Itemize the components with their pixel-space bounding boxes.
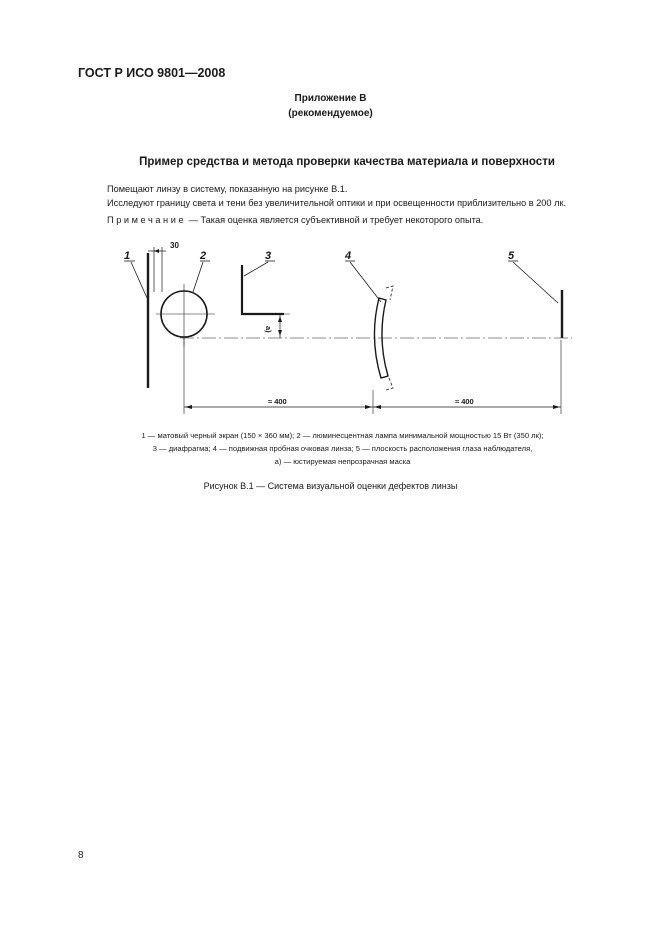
leader-3-slope: [244, 262, 268, 276]
dim-400-arrow-3: [374, 405, 381, 409]
figure-caption: Рисунок В.1 — Система визуальной оценки дефектов линзы: [203, 481, 458, 491]
leader-5-slope: [513, 262, 558, 303]
dim-30-label: 30: [170, 241, 179, 250]
leader-2-slope: [193, 262, 203, 292]
leader-4-slope: [350, 262, 381, 302]
leader-1-slope: [131, 262, 147, 298]
paragraph-1: Помещают линзу в систему, показанную на рисунке В.1.: [107, 184, 348, 194]
appendix-subtitle: (рекомендуемое): [288, 108, 373, 119]
dim-400-right-label: ≈ 400: [455, 397, 474, 406]
label-2: 2: [200, 250, 207, 262]
note-text: — Такая оценка является субъективной и требует некоторого опыта.: [186, 215, 484, 225]
lens-mask-bottom: [386, 378, 393, 390]
dim-a-label: a): [264, 326, 273, 333]
label-3: 3: [265, 250, 272, 262]
dim-a-arrow-bottom: [278, 330, 282, 336]
dim-400-left-label: ≈ 400: [268, 397, 287, 406]
label-5: 5: [508, 250, 515, 262]
paragraph-2: Исследуют границу света и тени без увеличительной оптики и при освещенности приблизительно в 200 лк.: [107, 198, 567, 208]
dim-a-arrow-top: [278, 316, 282, 322]
page-number: 8: [78, 850, 84, 861]
label-4: 4: [345, 250, 352, 262]
label-1: 1: [124, 250, 131, 262]
section-title: Пример средства и метода проверки качества материала и поверхности: [139, 156, 555, 168]
dim-400-arrow-2: [365, 405, 372, 409]
dim-400-arrow-1: [185, 405, 192, 409]
appendix-title: Приложение В: [294, 93, 367, 104]
lens-mask-top: [386, 286, 393, 300]
legend-line-2: 3 — диафрагма; 4 — подвижная пробная очковая линза; 5 — плоскость расположения глаза наблюдателя,: [152, 444, 533, 453]
dim-400-arrow-4: [553, 405, 560, 409]
legend-line-1: 1 — матовый черный экран (150 × 360 мм); 2 — люминесцентная лампа минимальной мощностью 15 Вт (350 лк);: [141, 431, 544, 440]
legend-line-3: a) — юстируемая непрозрачная маска: [274, 457, 411, 466]
dim-30-arrow: [154, 249, 159, 253]
document-code: ГОСТ Р ИСО 9801—2008: [78, 66, 226, 80]
diaphragm-part-3: [242, 265, 284, 314]
note-label: Примечание: [107, 215, 187, 225]
